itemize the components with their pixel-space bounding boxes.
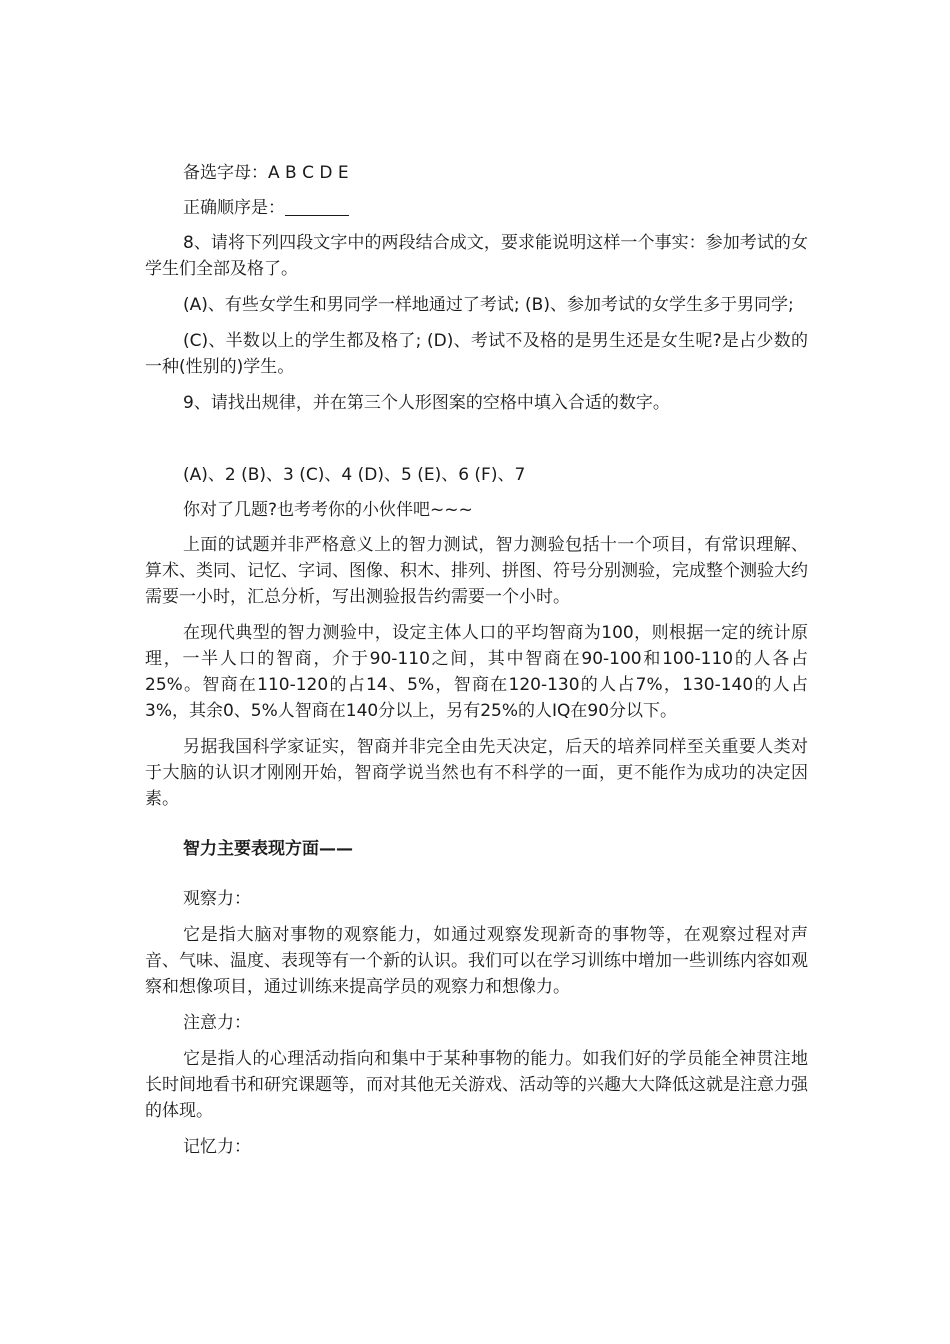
attention-title: 注意力： xyxy=(183,1013,251,1033)
attention-text: 它是指人的心理活动指向和集中于某种事物的能力。如我们好的学员能全神贯注地长时间地看书和研究课题等，而对其他无关游戏、活动等的兴趣大大降低这就是注意力强的体现。 xyxy=(145,1049,808,1121)
observation-title: 观察力： xyxy=(183,889,251,909)
question-9-options: (A)、2 (B)、3 (C)、4 (D)、5 (E)、6 (F)、7 xyxy=(183,465,526,485)
question-8-options-cd: (C)、半数以上的学生都及格了; (D)、考试不及格的是男生还是女生呢?是占少数的一种(性别的)学生。 xyxy=(145,331,808,377)
paragraph-intro: 上面的试题并非严格意义上的智力测试，智力测验包括十一个项目，有常识理解、算术、类同、记忆、字词、图像、积木、排列、拼图、符号分别测验，完成整个测验大约需要一小时，汇总分析，写出测验报告约需要一个小时。 xyxy=(145,535,808,607)
answer-blank xyxy=(285,197,349,216)
options-line: 备选字母：A B C D E xyxy=(183,163,349,183)
document-body xyxy=(145,160,808,1160)
question-8-stem: 8、请将下列四段文字中的两段结合成文，要求能说明这样一个事实：参加考试的女学生们全部及格了。 xyxy=(145,233,808,279)
section-heading: 智力主要表现方面—— xyxy=(183,839,353,859)
answer-label: 正确顺序是： xyxy=(183,198,285,218)
question-8-options-ab: (A)、有些女学生和男同学一样地通过了考试; (B)、参加考试的女学生多于男同学; xyxy=(183,295,794,315)
paragraph-iq: 在现代典型的智力测验中，设定主体人口的平均智商为100，则根据一定的统计原理，一半人口的智商，介于90-110之间，其中智商在90-100和100-110的人各占25%。智商在110-120的占14、5%，智商在120-130的人占7%，130-140的人占3%，其余0、5%人智商在140分以上，另有25%的人IQ在90分以下。 xyxy=(145,623,808,721)
paragraph-science: 另据我国科学家证实，智商并非完全由先天决定，后天的培养同样至关重要人类对于大脑的认识才刚刚开始，智商学说当然也有不科学的一面，更不能作为成功的决定因素。 xyxy=(145,737,808,809)
answer-line xyxy=(145,195,808,221)
observation-text: 它是指大脑对事物的观察能力，如通过观察发现新奇的事物等，在观察过程对声音、气味、温度、表现等有一个新的认识。我们可以在学习训练中增加一些训练内容如观察和想像项目，通过训练来提高学员的观察力和想像力。 xyxy=(145,925,808,997)
memory-title: 记忆力： xyxy=(183,1137,251,1157)
question-9-stem: 9、请找出规律，并在第三个人形图案的空格中填入合适的数字。 xyxy=(183,393,670,413)
prompt-line: 你对了几题?也考考你的小伙伴吧~~~ xyxy=(183,500,473,520)
